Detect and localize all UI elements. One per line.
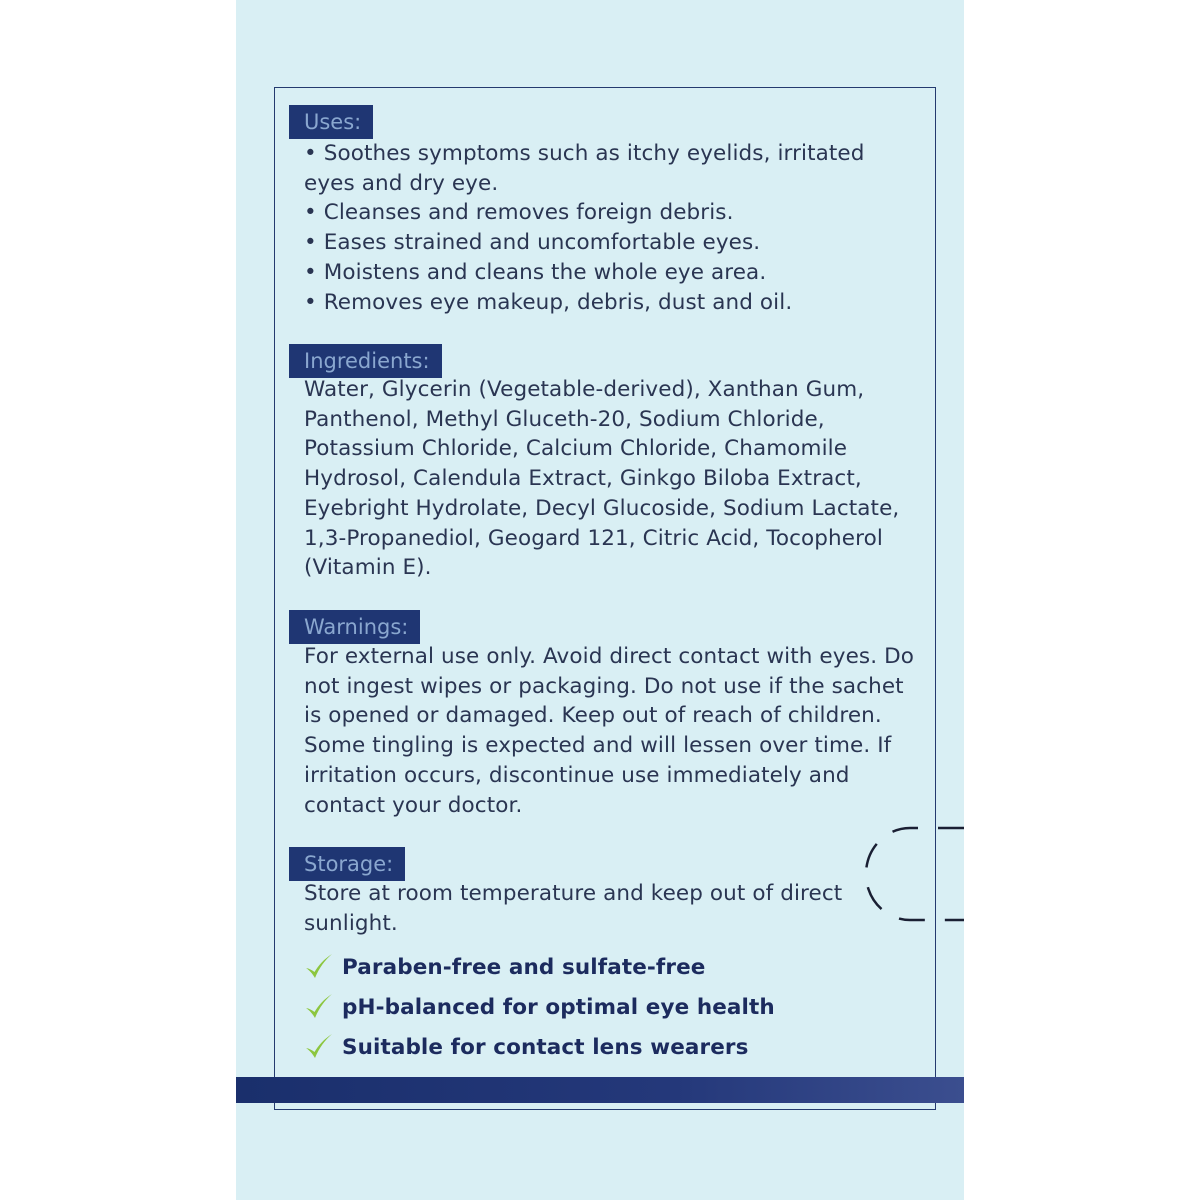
ingredients-heading: Ingredients: — [289, 344, 442, 378]
warnings-line: For external use only. Avoid direct contact with eyes. Do — [304, 644, 914, 669]
warnings-heading: Warnings: — [289, 610, 420, 644]
uses-line: • Removes eye makeup, debris, dust and oil. — [304, 289, 793, 315]
feature-text: pH-balanced for optimal eye health — [342, 994, 775, 1020]
warnings-line: not ingest wipes or packaging. Do not use if the sachet — [304, 673, 904, 699]
warnings-line: contact your doctor. — [304, 792, 523, 818]
storage-line: Store at room temperature and keep out of direct — [304, 881, 843, 906]
uses-line: • Moistens and cleans the whole eye area. — [304, 259, 767, 285]
ingredients-text — [304, 375, 899, 583]
feature-text: Paraben-free and sulfate-free — [342, 954, 706, 980]
uses-line: • Eases strained and uncomfortable eyes. — [304, 230, 761, 256]
ingredients-line: Eyebright Hydrolate, Decyl Glucoside, Sodium Lactate, — [304, 495, 900, 521]
storage-heading: Storage: — [289, 847, 405, 881]
ingredients-line: Panthenol, Methyl Gluceth-20, Sodium Chloride, — [304, 406, 825, 432]
warnings-line: Some tingling is expected and will lessen over time. If — [304, 733, 892, 759]
bottom-bar — [236, 1077, 964, 1103]
warnings-line: irritation occurs, discontinue use immediately and — [304, 762, 850, 788]
uses-line: eyes and dry eye. — [304, 170, 499, 196]
ingredients-line: Potassium Chloride, Calcium Chloride, Chamomile — [304, 436, 848, 462]
uses-heading: Uses: — [289, 105, 373, 139]
ingredients-line: Water, Glycerin (Vegetable-derived), Xanthan Gum, — [304, 377, 865, 402]
uses-line: • Cleanses and removes foreign debris. — [304, 200, 734, 226]
storage-line: sunlight. — [304, 910, 398, 936]
feature-item — [303, 950, 705, 984]
ingredients-line: (Vitamin E). — [304, 555, 432, 581]
feature-item — [303, 990, 775, 1024]
uses-list — [304, 139, 865, 317]
checkmark-icon — [303, 951, 335, 983]
storage-text — [304, 879, 842, 938]
ingredients-line: Hydrosol, Calendula Extract, Ginkgo Biloba Extract, — [304, 466, 862, 492]
ingredients-line: 1,3-Propanediol, Geogard 121, Citric Acid, Tocopherol — [304, 525, 883, 551]
checkmark-icon — [303, 991, 335, 1023]
checkmark-icon — [303, 1031, 335, 1063]
dashed-cut-mark-icon — [860, 820, 964, 930]
warnings-line: is opened or damaged. Keep out of reach of children. — [304, 703, 882, 729]
warnings-text — [304, 642, 914, 820]
uses-line: • Soothes symptoms such as itchy eyelids, irritated — [304, 141, 865, 166]
feature-item — [303, 1030, 748, 1064]
feature-text: Suitable for contact lens wearers — [342, 1034, 749, 1060]
